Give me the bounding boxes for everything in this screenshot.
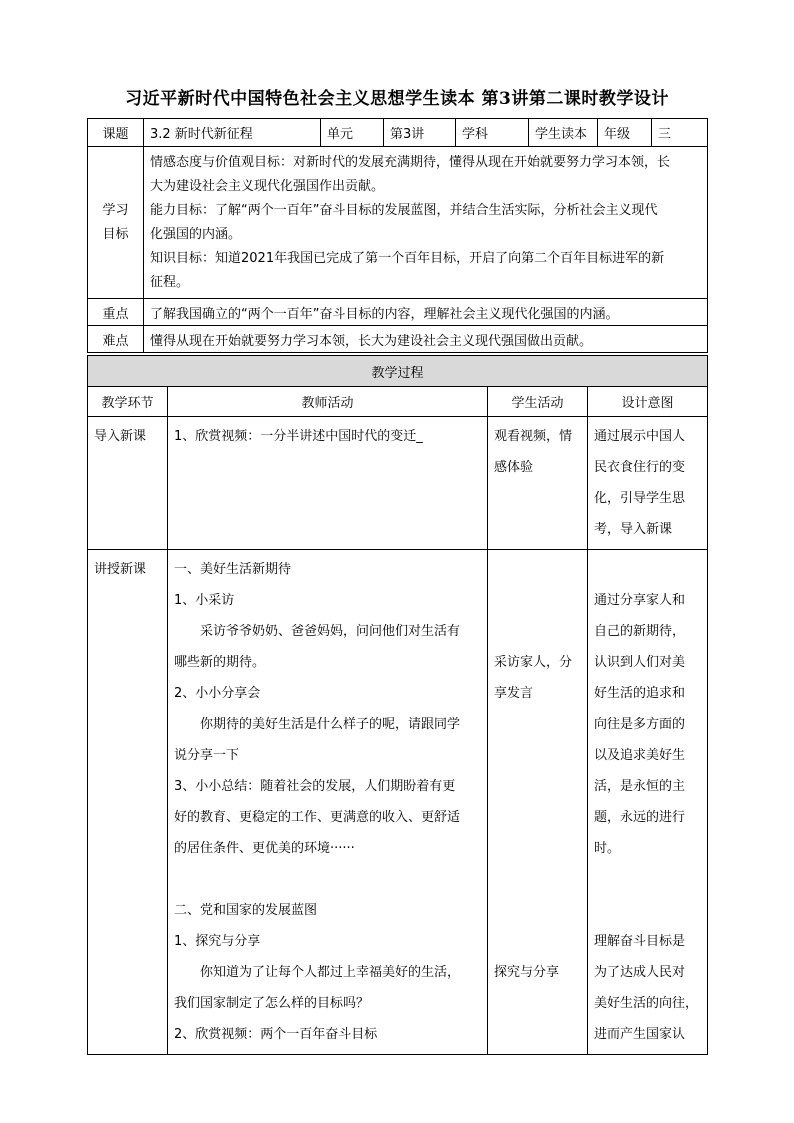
objectives-content — [144, 147, 708, 299]
stage-new-lesson: 讲授新课 — [88, 550, 168, 1055]
grade-label: 年级 — [598, 119, 652, 147]
unit-label: 单元 — [321, 119, 384, 147]
stage-intro: 导入新课 — [88, 417, 168, 550]
key-point-label: 重点 — [88, 299, 144, 326]
objective-line: 情感态度与价值观目标：对新时代的发展充满期待，懂得从现在开始就要努力学习本领，长 — [150, 154, 671, 170]
objective-line: 知识目标：知道2021年我国已完成了第一个百年目标，开启了向第二个百年目标进军的新 — [150, 250, 665, 266]
objective-line: 大为建设社会主义现代化强国作出贡献。 — [150, 178, 385, 194]
col-teacher-header: 教师活动 — [168, 387, 488, 417]
document-title: 习近平新时代中国特色社会主义思想学生读本 第3讲第二课时教学设计 — [125, 89, 669, 109]
design-intent-intro: 通过展示中国人 民衣食住行的变 化，引导学生思 考，导入新课 — [588, 417, 708, 550]
course-value: 3.2 新时代新征程 — [144, 119, 321, 147]
difficulty-text: 懂得从现在开始就要努力学习本领，长大为建设社会主义现代强国做出贡献。 — [144, 326, 708, 353]
objective-line: 能力目标：了解“两个一百年”奋斗目标的发展蓝图，并结合生活实际，分析社会主义现代 — [150, 202, 658, 218]
objective-line: 化强国的内涵。 — [150, 226, 242, 242]
design-intent-new-lesson: 通过分享家人和 自己的新期待， 认识到人们对美 好生活的追求和 向往是多方面的 以及追求美好生 活，是永恒的主 题，永远的进行 时。 理解奋斗目标是 为了达成人民对 美好生活的向往， 进而产生国家认 — [588, 550, 708, 1055]
course-info-table — [87, 118, 708, 353]
difficulty-label: 难点 — [88, 326, 144, 353]
subject-label: 学科 — [456, 119, 529, 147]
process-header: 教学过程 — [88, 356, 708, 387]
student-activity-new-lesson: 采访家人，分 享发言 探究与分享 — [488, 550, 588, 1055]
col-intent-header: 设计意图 — [588, 387, 708, 417]
objectives-label: 学习 目标 — [88, 147, 144, 299]
teaching-process-table — [87, 355, 708, 1055]
course-label: 课题 — [88, 119, 144, 147]
table-row — [88, 550, 708, 1055]
grade-value: 三 — [652, 119, 708, 147]
unit-value: 第3讲 — [384, 119, 456, 147]
col-stage-header: 教学环节 — [88, 387, 168, 417]
subject-value: 学生读本 — [529, 119, 598, 147]
teacher-activity-intro: 1、欣赏视频：一分半讲述中国时代的变迁_ — [168, 417, 488, 550]
col-student-header: 学生活动 — [488, 387, 588, 417]
student-activity-intro: 观看视频，情 感体验 — [488, 417, 588, 550]
objective-line: 征程。 — [150, 274, 190, 290]
key-point-text: 了解我国确立的“两个一百年”奋斗目标的内容，理解社会主义现代化强国的内涵。 — [144, 299, 708, 326]
teacher-activity-new-lesson: 一、美好生活新期待 1、小采访 采访爷爷奶奶、爸爸妈妈，问问他们对生活有 哪些新的期待。 2、小小分享会 你期待的美好生活是什么样子的呢，请跟同学 说分享一下 3、小小总结：随着社会的发展，人们期盼着有更 好的教育、更稳定的工作、更满意的收入、更舒适 的居住条件、更优美的环境······ 二、党和国家的发展蓝图 1、探究与分享 你知道为了让每个人都过上幸福美好的生活， 我们国家制定了怎么样的目标吗？ 2、欣赏视频：两个一百年奋斗目标 — [168, 550, 488, 1055]
table-row — [88, 417, 708, 550]
